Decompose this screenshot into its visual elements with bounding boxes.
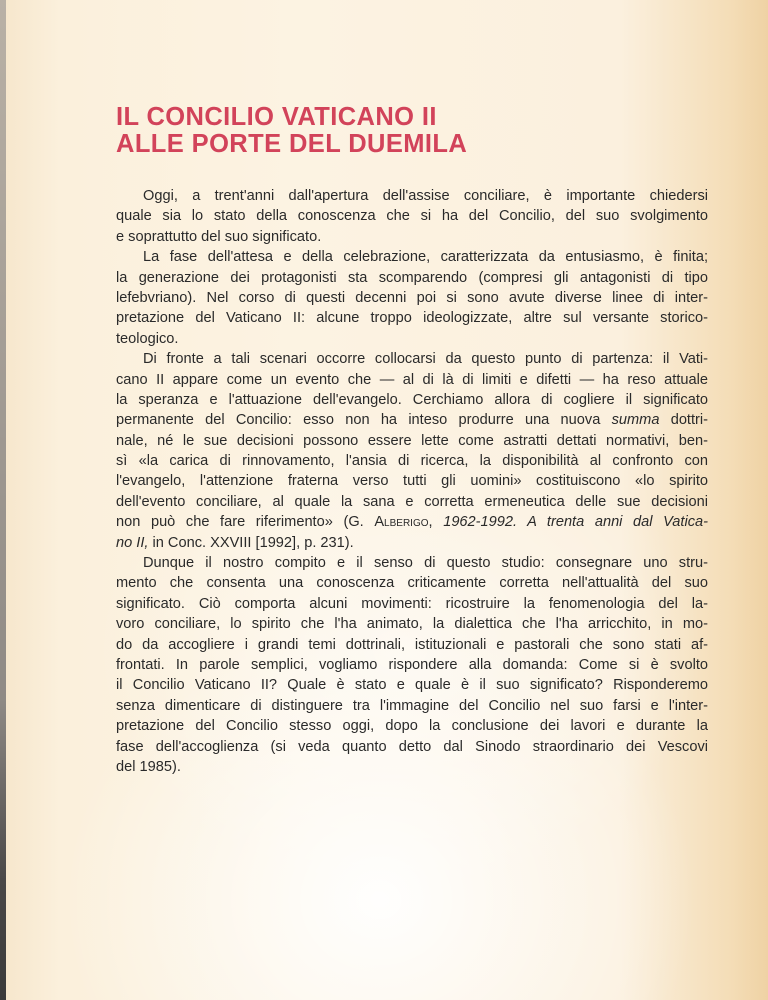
text-line: sì «la carica di rinnovamento, l'ansia di ricerca, la disponibilità al confronto con: [116, 453, 708, 470]
text-line: cano II appare come un evento che — al di là di limiti e difetti — ha reso attuale: [116, 371, 708, 388]
text-line: [116, 410, 708, 430]
chapter-title-line-1: IL CONCILIO VATICANO II: [116, 103, 437, 131]
citation-author: Alberigo: [374, 514, 429, 531]
text-line: lefebvriano). Nel corso di questi decenni poi si sono avute diverse linee di inter-: [116, 289, 708, 306]
chapter-title-line-2: ALLE PORTE DEL DUEMILA: [116, 130, 468, 158]
text-run: in Conc. XXVIII [1992], p. 231).: [148, 534, 354, 551]
text-line: [116, 512, 708, 532]
text-line: il Concilio Vaticano II? Quale è stato e quale è il suo significato? Risponderemo: [116, 677, 708, 694]
text-line: Oggi, a trent'anni dall'apertura dell'assise conciliare, è importante chiedersi: [143, 188, 708, 204]
paragraph-1: [116, 186, 708, 247]
citation-title: 1962-1992. A trenta anni dal Vatica-: [443, 514, 708, 531]
text-line: do da accogliere i grandi temi dottrinali, istituzionali e pastorali che sono stati af-: [116, 636, 708, 653]
text-line: pretazione del Vaticano II: alcune troppo ideologizzate, altre sul versante storico-: [116, 310, 708, 327]
text-run: ,: [428, 514, 444, 531]
text-line: teologico.: [116, 330, 179, 347]
chapter-title: [116, 104, 467, 158]
text-line: senza dimenticare di distinguere tra l'immagine del Concilio nel suo farsi e l'inter-: [116, 697, 708, 714]
text-line: Dunque il nostro compito e il senso di questo studio: consegnare uno stru-: [143, 555, 708, 572]
text-line: l'evangelo, l'attenzione fraterna verso tutti gli uomini» costituiscono «lo spirito: [116, 473, 708, 490]
text-line: significato. Ciò comporta alcuni movimenti: ricostruire la fenomenologia del la-: [116, 595, 708, 612]
text-line: la speranza e l'attuazione dell'evangelo. Cerchiamo allora di cogliere il significato: [116, 391, 708, 408]
text-line: la generazione dei protagonisti sta scomparendo (compresi gli antagonisti di tipo: [116, 269, 708, 286]
text-line: voro conciliare, lo spirito che l'ha animato, la dialettica che l'ha arricchito, in mo-: [116, 616, 708, 633]
text-line: e soprattutto del suo significato.: [116, 228, 322, 245]
text-line: Di fronte a tali scenari occorre collocarsi da questo punto di partenza: il Vati-: [143, 351, 708, 368]
text-line: frontati. In parole semplici, vogliamo rispondere alla domanda: Come si è svolto: [116, 656, 708, 673]
italic-term: summa: [611, 412, 660, 429]
text-run: permanente del Concilio: esso non ha inteso produrre una nuova: [116, 412, 612, 429]
text-run: non può che fare riferimento» (G.: [116, 514, 375, 531]
text-line: [116, 533, 708, 553]
text-line: dell'evento conciliare, al quale la sana e corretta ermeneutica delle sue decisioni: [116, 493, 708, 510]
text-line: La fase dell'attesa e della celebrazione, caratterizzata da entusiasmo, è finita;: [143, 249, 708, 266]
text-run: dottri-: [659, 412, 709, 429]
text-line: nale, né le sue decisioni possono essere lette come astratti dettati normativi, ben-: [116, 432, 708, 449]
paragraph-3: [116, 349, 708, 553]
text-line: pretazione del Concilio stesso oggi, dopo la conclusione dei lavori e durante la: [116, 718, 708, 735]
paragraph-2: [116, 247, 708, 349]
text-line: quale sia lo stato della conoscenza che si ha del Concilio, del suo svolgimento: [116, 208, 708, 225]
text-line: del 1985).: [116, 758, 181, 775]
text-line: mento che consenta una conoscenza criticamente corretta nell'attualità del suo: [116, 575, 708, 592]
paragraph-4: [116, 553, 708, 777]
citation-title-continued: no II,: [116, 534, 149, 551]
page-binding-edge: [0, 0, 6, 1000]
body-text: [116, 186, 708, 777]
text-line: fase dell'accoglienza (si veda quanto detto dal Sinodo straordinario dei Vescovi: [116, 738, 708, 755]
